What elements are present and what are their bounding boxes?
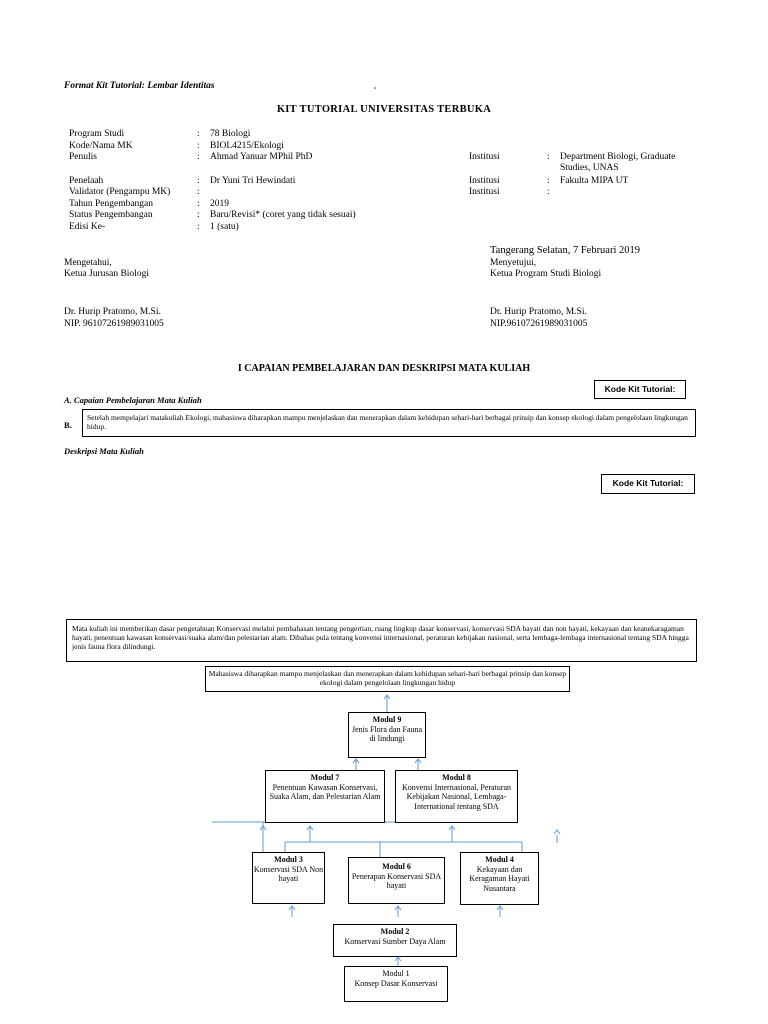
modul-4-box xyxy=(460,852,539,905)
small-mark: ° xyxy=(374,87,377,93)
modul-3-title: Modul 3 xyxy=(274,855,303,864)
modul-8-text: Konvensi Internasional, Peraturan Kebijakan Nasional, Lembaga-International tentang SDA xyxy=(401,782,512,811)
modul-9-title: Modul 9 xyxy=(372,715,402,724)
value-institusi-1: Department Biologi, Graduate Studies, UNAS xyxy=(560,152,676,173)
colon: : xyxy=(197,199,200,209)
label-tahun: Tahun Pengembangan xyxy=(69,199,154,209)
label-edisi: Edisi Ke- xyxy=(69,222,106,232)
colon: : xyxy=(197,176,200,186)
right-sign-line2: Ketua Program Studi Biologi xyxy=(490,269,602,279)
value-program-studi: 78 Biologi xyxy=(210,129,251,139)
colon: : xyxy=(197,152,200,162)
subheading-deskripsi: Deskripsi Mata Kuliah xyxy=(64,446,144,456)
label-program-studi: Program Studi xyxy=(69,129,125,139)
colon: : xyxy=(197,129,200,139)
capaian-text: Setelah mempelajari matakuliah Ekologi, mahasiswa diharapkan mampu menjelaskan dan menerapkan dalam kehidupan sehari-hari berbagai prinsip dan konsep ekologi dalam pengelolaan lingkungan hidup. xyxy=(87,413,688,431)
colon: : xyxy=(547,176,550,186)
modul-6-box xyxy=(348,857,445,904)
label-institusi-1: Institusi xyxy=(469,152,500,162)
colon: : xyxy=(197,187,200,197)
label-institusi-3: Institusi xyxy=(469,187,500,197)
colon: : xyxy=(197,210,200,220)
modul-2-text: Konservasi Sumber Daya Alam xyxy=(344,936,446,946)
value-tahun: 2019 xyxy=(210,199,229,209)
modul-9-box xyxy=(348,712,426,758)
value-penelaah: Dr Yuni Tri Hewindati xyxy=(210,176,296,186)
modul-7-text: Penentuan Kawasan Konservasi, Suaka Alam, dan Pelestarian Alam xyxy=(269,782,381,801)
goal-box xyxy=(205,666,570,692)
right-sign-name: Dr. Hurip Pratomo, M.Si. xyxy=(490,307,587,317)
kode-kit-tutorial-box-2: Kode Kit Tutorial: xyxy=(601,474,695,494)
modul-2-box xyxy=(333,924,457,957)
modul-1-box xyxy=(344,966,448,1002)
subheading-b: B. xyxy=(64,420,72,430)
label-penulis: Penulis xyxy=(69,152,97,162)
modul-1-title: Modul 1 xyxy=(382,969,410,978)
modul-7-title: Modul 7 xyxy=(310,773,340,782)
label-institusi-2: Institusi xyxy=(469,176,500,186)
modul-7-box xyxy=(265,770,385,823)
subheading-capaian: A. Capaian Pembelajaran Mata Kuliah xyxy=(64,395,202,405)
deskripsi-text: Mata kuliah ini memberikan dasar pengetahuan Konservasi melalui pembahasan tentang pengertian, ruang lingkup dasar konservasi, konservasi SDA hayati dan non hayati, kekayaan dan keanekaragaman hayati, penentuan kawasan konservasi/suaka alam/dan pelestarian alam. Dibahas pula tentang konvensi internasional, peraturan kebijakan nasional, serta lembaga-lembaga internasional tentang SDA hingga jenis fauna flora dilindungi. xyxy=(72,624,689,651)
modul-8-box xyxy=(395,770,518,823)
left-sign-nip: NIP. 96107261989031005 xyxy=(64,319,164,329)
main-title: KIT TUTORIAL UNIVERSITAS TERBUKA xyxy=(276,104,492,115)
modul-4-text: Kekayaan dan Keragaman Hayati Nusantara xyxy=(469,864,530,893)
value-kode-mk: BIOL4215/Ekologi xyxy=(210,141,284,151)
left-sign-line2: Ketua Jurusan Biologi xyxy=(64,269,149,279)
colon: : xyxy=(197,222,200,232)
modul-8-title: Modul 8 xyxy=(442,773,471,782)
goal-text: Mahasiswa diharapkan mampu menjelaskan dan menerapkan dalam kehidupan sehari-hari berbagai prinsip dan konsep ekologi dalam pengelolaan lingkungan hidup xyxy=(208,669,567,687)
modul-4-title: Modul 4 xyxy=(485,855,514,864)
value-edisi: 1 (satu) xyxy=(210,222,239,232)
modul-9-text: Jenis Flora dan Fauna di lindungi xyxy=(352,724,422,743)
modul-6-title: Modul 6 xyxy=(382,862,411,871)
modul-3-text: Konservasi SDA Non hayati xyxy=(253,864,324,883)
section-heading: I CAPAIAN PEMBELAJARAN DAN DESKRIPSI MATA KULIAH xyxy=(237,363,531,374)
modul-3-box xyxy=(252,852,325,904)
left-sign-line1: Mengetahui, xyxy=(64,258,112,268)
modul-6-text: Penerapan Konservasi SDA hayati xyxy=(351,871,442,890)
value-institusi-2: Fakulta MIPA UT xyxy=(560,176,629,186)
colon: : xyxy=(197,141,200,151)
value-penulis: Ahmad Yanuar MPhil PhD xyxy=(210,152,313,162)
label-penelaah: Penelaah xyxy=(69,176,104,186)
colon: : xyxy=(547,187,550,197)
modul-2-title: Modul 2 xyxy=(380,927,410,936)
place-date: Tangerang Selatan, 7 Februari 2019 xyxy=(490,245,641,256)
left-sign-name: Dr. Hurip Pratomo, M.Si. xyxy=(64,307,161,317)
label-status: Status Pengembangan xyxy=(69,210,153,220)
format-title: Format Kit Tutorial: Lembar Identitas xyxy=(64,81,215,91)
kode-kit-tutorial-box: Kode Kit Tutorial: xyxy=(594,380,686,399)
colon: : xyxy=(547,152,550,162)
right-sign-nip: NIP.96107261989031005 xyxy=(490,319,588,329)
value-status: Baru/Revisi* (coret yang tidak sesuai) xyxy=(210,210,356,220)
label-kode-mk: Kode/Nama MK xyxy=(69,141,133,151)
right-sign-line1: Menyetujui, xyxy=(490,258,537,268)
modul-1-text: Konsep Dasar Konservasi xyxy=(354,978,438,988)
label-validator: Validator (Pengampu MK) xyxy=(69,187,171,197)
